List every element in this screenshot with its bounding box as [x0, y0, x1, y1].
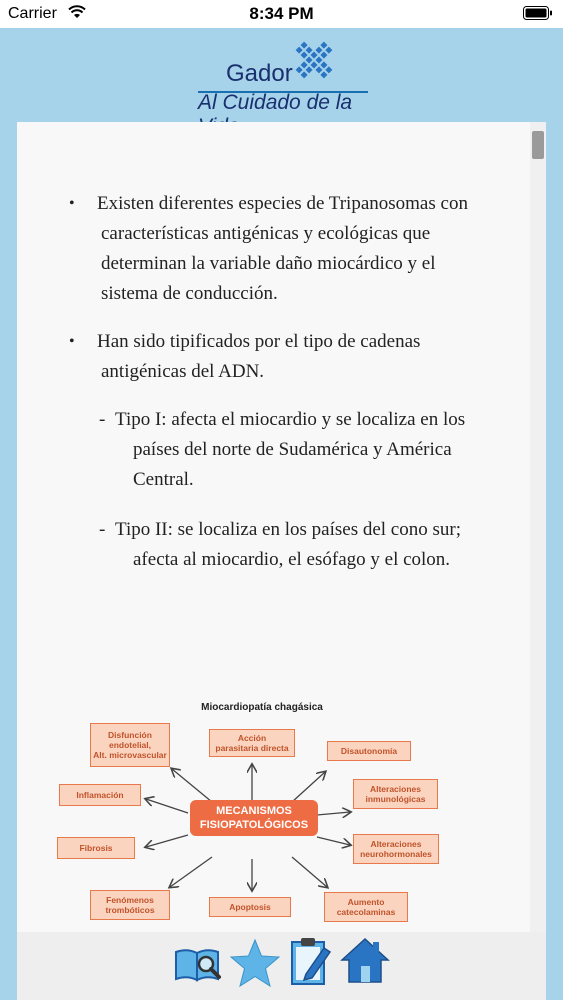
dash-mark: -: [99, 409, 106, 430]
center-line: FISIOPATOLÓGICOS: [199, 819, 309, 831]
box-line: Acción: [237, 733, 267, 743]
box-line: Disautonomía: [340, 746, 398, 756]
diagram-box: [59, 784, 141, 806]
box-line: trombóticos: [105, 905, 155, 915]
box-line: Inflamación: [76, 790, 124, 800]
text-line: determinan la variable daño miocárdico y el: [101, 253, 436, 274]
box-line: Alteraciones: [369, 784, 421, 794]
diagram-box: [324, 892, 408, 922]
arrow: [146, 835, 188, 847]
star-icon[interactable]: [229, 938, 281, 993]
home-icon[interactable]: [339, 936, 391, 991]
diagram-title: Miocardiopatía chagásica: [201, 702, 323, 713]
box-line: endotelial,: [108, 740, 152, 750]
scroll-thumb[interactable]: [532, 131, 544, 159]
bullet-text: [97, 189, 517, 309]
text-line: antigénicas del ADN.: [101, 361, 265, 382]
text-line: Tipo II: se localiza en los países del cono sur;: [115, 519, 461, 540]
dash-mark: -: [99, 519, 106, 540]
logo-name: Gador: [226, 60, 293, 87]
text-line: Tipo I: afecta el miocardio y se localiza en los: [115, 409, 466, 430]
logo-cross-mark-icon: [292, 38, 336, 87]
bullet-text: [97, 327, 517, 387]
box-line: Fenómenos: [106, 895, 154, 905]
gador-logo: [190, 36, 380, 116]
diagram-center-box: [190, 800, 318, 836]
box-line: catecolaminas: [336, 907, 396, 917]
mechanisms-diagram: [52, 697, 472, 932]
diagram-box: [90, 890, 170, 920]
scrollbar[interactable]: [530, 122, 546, 932]
book-search-icon[interactable]: [173, 942, 223, 991]
diagram-box: [353, 834, 439, 864]
box-line: Alteraciones: [370, 839, 422, 849]
diagram-box: [353, 779, 438, 809]
box-line: Aumento: [347, 897, 385, 907]
diagram-box: [90, 723, 170, 767]
box-line: inmunológicas: [365, 794, 426, 804]
document-page[interactable]: [17, 122, 546, 932]
arrow: [317, 812, 350, 815]
bullet-dot: •: [69, 333, 75, 350]
box-line: Alt. microvascular: [93, 750, 167, 760]
text-line: países del norte de Sudamérica y América: [133, 439, 452, 460]
arrow: [292, 772, 325, 802]
center-line: MECANISMOS: [216, 805, 292, 817]
text-line: afecta al miocardio, el esófago y el colon.: [133, 549, 451, 570]
diagram-box: [209, 897, 291, 917]
status-bar: [0, 0, 563, 28]
box-line: neurohormonales: [360, 849, 432, 859]
diagram-box: [57, 837, 135, 859]
bullet-dot: •: [69, 195, 75, 212]
logo-tagline: Al Cuidado de la: [198, 91, 353, 114]
status-time: 8:34 PM: [249, 4, 314, 23]
diagram-box: [209, 729, 295, 757]
bottom-toolbar: [17, 932, 546, 1000]
text-line: características antigénicas y ecológicas que: [101, 223, 431, 244]
clipboard-edit-icon[interactable]: [288, 936, 332, 993]
carrier-label: Carrier: [8, 5, 57, 22]
text-line: Existen diferentes especies de Tripanosomas con: [97, 193, 468, 214]
box-line: Fibrosis: [79, 843, 113, 853]
box-line: Apoptosis: [229, 902, 271, 912]
arrow: [170, 857, 212, 887]
text-line: Han sido tipificados por el tipo de cadenas: [97, 331, 421, 352]
sub-item-text: [115, 405, 515, 495]
box-line: Disfunción: [108, 730, 152, 740]
box-line: parasitaria directa: [215, 743, 289, 753]
sub-item-text: [115, 515, 515, 575]
arrow: [146, 799, 188, 813]
arrow: [292, 857, 327, 887]
text-line: Central.: [133, 469, 194, 490]
battery-icon: [523, 6, 553, 25]
arrow: [317, 837, 350, 845]
arrow: [172, 769, 212, 802]
diagram-box: [327, 741, 411, 761]
text-line: sistema de conducción.: [101, 283, 278, 304]
